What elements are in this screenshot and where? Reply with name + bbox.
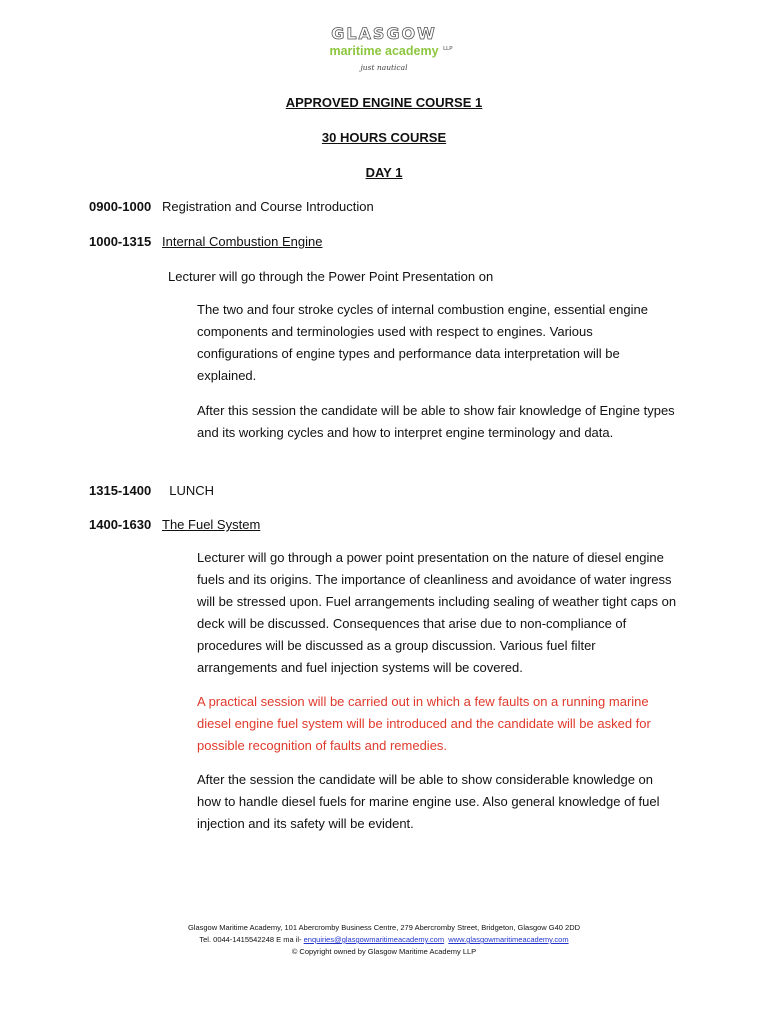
course-title: APPROVED ENGINE COURSE 1: [285, 95, 483, 110]
schedule-title: Registration and Course Introduction: [162, 199, 374, 214]
footer-contact: [0, 934, 768, 946]
logo-tagline: just nautical: [360, 63, 408, 72]
ice-intro: Lecturer will go through the Power Point Presentation on: [168, 269, 494, 284]
logo-wordmark: GLASGOW: [331, 24, 437, 43]
footer-tel: Tel. 0044-1415542248 E ma il-: [199, 935, 302, 944]
schedule-row-ice: [89, 234, 322, 249]
logo-llp: LLP: [443, 46, 453, 52]
schedule-row-registration: [89, 199, 374, 214]
footer-email-link[interactable]: enquiries@glasgowmaritimeacademy.com: [303, 935, 445, 944]
academy-logo: [0, 26, 768, 74]
fuel-practical-paragraph: A practical session will be carried out in which a few faults on a running marine diesel engine fuel system will be introduced and the candidate will be asked for possible recognition of faults and remedies.: [197, 694, 651, 753]
schedule-title: Internal Combustion Engine: [162, 234, 323, 249]
schedule-row-lunch: [89, 483, 214, 498]
hours-title: 30 HOURS COURSE: [321, 130, 447, 145]
schedule-time: 1000-1315: [89, 234, 152, 249]
footer-website-link[interactable]: www.glasgowmaritimeacademy.com: [448, 935, 569, 944]
footer-copyright: © Copyright owned by Glasgow Maritime Academy LLP: [291, 947, 477, 956]
ice-paragraph-1: The two and four stroke cycles of internal combustion engine, essential engine components and terminologies used with respect to engines. Various configurations of engine types and performance data interpretation will be explained.: [197, 302, 648, 383]
logo-subtitle-text: maritime academy: [329, 44, 439, 58]
fuel-paragraph-1: Lecturer will go through a power point presentation on the nature of diesel engine fuels and its origins. The importance of cleanliness and avoidance of water ingress will be stressed upon. Fuel arrangements including sealing of weather tight caps on deck will be discussed. Consequences that arise due to non-compliance of procedures will be discussed as a group discussion. Various fuel filter arrangements and fuel injection systems will be covered.: [197, 550, 677, 675]
fuel-paragraph-3: After the session the candidate will be able to show considerable knowledge on how to handle diesel fuels for marine engine use. Also general knowledge of fuel injection and its safety will be evident.: [197, 772, 660, 831]
schedule-time: 1315-1400: [89, 483, 152, 498]
schedule-title: The Fuel System: [162, 517, 261, 532]
schedule-title: LUNCH: [169, 483, 215, 498]
day-title: DAY 1: [365, 165, 403, 180]
logo-subtitle: [329, 44, 453, 58]
schedule-time: 1400-1630: [89, 517, 152, 532]
schedule-row-fuel: [89, 517, 260, 532]
footer-address: Glasgow Maritime Academy, 101 Abercromby Business Centre, 279 Abercromby Street, Bridgeton, Glasgow G40 2DD: [187, 923, 581, 932]
footer: [0, 922, 768, 958]
ice-paragraph-2: After this session the candidate will be able to show fair knowledge of Engine types and its working cycles and how to interpret engine terminology and data.: [197, 403, 675, 440]
schedule-time: 0900-1000: [89, 199, 152, 214]
